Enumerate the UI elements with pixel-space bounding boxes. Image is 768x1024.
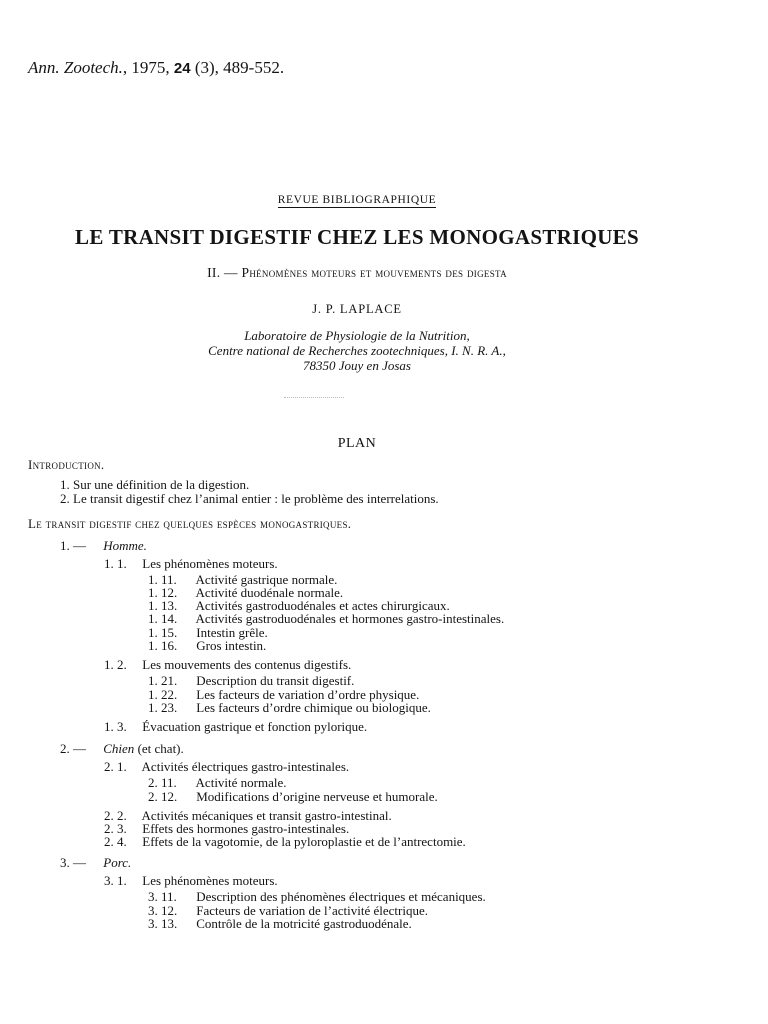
plan-entry-number: 2. 11. [148, 775, 177, 790]
journal-citation [28, 58, 284, 78]
plan-entry [148, 776, 287, 790]
plan-entry-text: Le transit digestif chez quelques espèces monogastriques. [28, 516, 352, 531]
plan-entry-text: Description des phénomènes électriques et mécaniques. [196, 889, 486, 904]
affiliation-line: Laboratoire de Physiologie de la Nutrition, [244, 328, 470, 343]
plan-entry-text: Sur une définition de la digestion. [73, 477, 250, 492]
plan-entry [148, 890, 486, 904]
plan-entry [148, 639, 266, 653]
plan-entry-number: 2. 1. [104, 759, 127, 774]
plan-entry-number: 3. 12. [148, 903, 178, 918]
plan-entry-number: 3. 13. [148, 916, 178, 931]
section-kicker: REVUE BIBLIOGRAPHIQUE [277, 194, 437, 206]
plan-entry-text: Évacuation gastrique et fonction pylorique. [142, 719, 368, 734]
plan-entry-number: 1. [60, 477, 70, 492]
plan-entry [60, 478, 249, 492]
plan-entry-number: 2. 3. [104, 821, 127, 836]
plan-entry-number: 1. 12. [148, 585, 178, 600]
plan-entry-number: 1. 14. [148, 611, 178, 626]
plan-entry-number: 1. 13. [148, 598, 178, 613]
plan-entry-number: 1. 21. [148, 673, 178, 688]
plan-entry-text: Homme. [103, 538, 147, 553]
plan-entry-text: Les facteurs d’ordre chimique ou biologique. [196, 700, 431, 715]
plan-entry [148, 612, 504, 626]
plan-entry [60, 492, 439, 506]
plan-entry-number: 2. — [60, 741, 86, 756]
plan-entry [104, 874, 278, 888]
author-name: J. P. LAPLACE [312, 302, 402, 316]
article-title: LE TRANSIT DIGESTIF CHEZ LES MONOGASTRIQUES [75, 225, 639, 249]
plan-entry-number: 2. 12. [148, 789, 178, 804]
plan-entry-number: 1. 3. [104, 719, 127, 734]
plan-entry-text: Chien [103, 741, 135, 756]
plan-entry [104, 720, 367, 734]
citation-volume: 24 [173, 60, 191, 77]
plan-entry-text: Description du transit digestif. [196, 673, 355, 688]
plan-entry-text: Activités gastroduodénales et actes chirurgicaux. [195, 598, 450, 613]
plan-entry [104, 658, 351, 672]
plan-entry-number: 1. 22. [148, 687, 178, 702]
citation-year: , 1975, [122, 58, 174, 77]
plan-entry-number: 1. 16. [148, 638, 178, 653]
plan-entry-number: 1. 15. [148, 625, 178, 640]
plan-entry-number: 1. — [60, 538, 86, 553]
plan-entry-number: 2. [60, 491, 70, 506]
plan-entry-text: Modifications d’origine nerveuse et humorale. [196, 789, 438, 804]
plan-entry-text: Intestin grêle. [196, 625, 268, 640]
plan-entry-number: 1. 2. [104, 657, 127, 672]
affiliation-line: Centre national de Recherches zootechniques, I. N. R. A., [208, 343, 506, 358]
plan-entry-text: Les phénomènes moteurs. [142, 873, 278, 888]
plan-entry [28, 458, 104, 472]
plan-entry-text: Gros intestin. [196, 638, 267, 653]
plan-entry [148, 701, 431, 715]
plan-entry-text: Introduction. [28, 457, 105, 472]
citation-pages: (3), 489-552. [190, 58, 285, 77]
plan-entry-number: 1. 23. [148, 700, 178, 715]
plan-entry [148, 917, 412, 931]
plan-entry-text: Les facteurs de variation d’ordre physique. [196, 687, 420, 702]
plan-entry [148, 674, 354, 688]
plan-entry-number: 3. 11. [148, 889, 177, 904]
plan-entry [104, 835, 466, 849]
journal-name: Ann. Zootech. [28, 58, 123, 77]
plan-entry [104, 557, 278, 571]
plan-entry-text: Les mouvements des contenus digestifs. [142, 657, 352, 672]
plan-entry [104, 760, 349, 774]
plan-entry-text: Contrôle de la motricité gastroduodénale. [196, 916, 412, 931]
article-subtitle: II. — Phénomènes moteurs et mouvements des digesta [207, 265, 507, 280]
plan-entry-number: 3. 1. [104, 873, 127, 888]
plan-entry [28, 517, 351, 531]
plan-entry [60, 856, 131, 870]
plan-entry-text: Activités mécaniques et transit gastro-intestinal. [141, 808, 392, 823]
plan-entry-number: 2. 4. [104, 834, 127, 849]
plan-entry-extra: (et chat). [134, 741, 184, 756]
plan-entry-text: Activité normale. [195, 775, 287, 790]
plan-heading: PLAN [337, 436, 377, 451]
plan-entry-number: 1. 1. [104, 556, 127, 571]
separator-rule [284, 397, 344, 398]
plan-entry-number: 1. 11. [148, 572, 177, 587]
plan-entry-text: Porc. [103, 855, 132, 870]
plan-entry-text: Effets de la vagotomie, de la pyloroplastie et de l’antrectomie. [142, 834, 466, 849]
plan-entry-text: Activités gastroduodénales et hormones gastro-intestinales. [195, 611, 505, 626]
plan-entry-number: 2. 2. [104, 808, 127, 823]
plan-entry-text: Facteurs de variation de l’activité électrique. [196, 903, 428, 918]
affiliation-line: 78350 Jouy en Josas [303, 358, 411, 373]
plan-entry-text: Activité duodénale normale. [195, 585, 344, 600]
plan-entry [148, 790, 438, 804]
plan-entry [60, 742, 184, 756]
plan-entry [60, 539, 147, 553]
plan-entry-text: Effets des hormones gastro-intestinales. [142, 821, 350, 836]
plan-entry-number: 3. — [60, 855, 86, 870]
plan-entry-text: Le transit digestif chez l’animal entier : le problème des interrelations. [73, 491, 439, 506]
plan-entry-text: Activités électriques gastro-intestinales. [141, 759, 350, 774]
plan-entry-text: Activité gastrique normale. [195, 572, 338, 587]
plan-entry-text: Les phénomènes moteurs. [142, 556, 278, 571]
